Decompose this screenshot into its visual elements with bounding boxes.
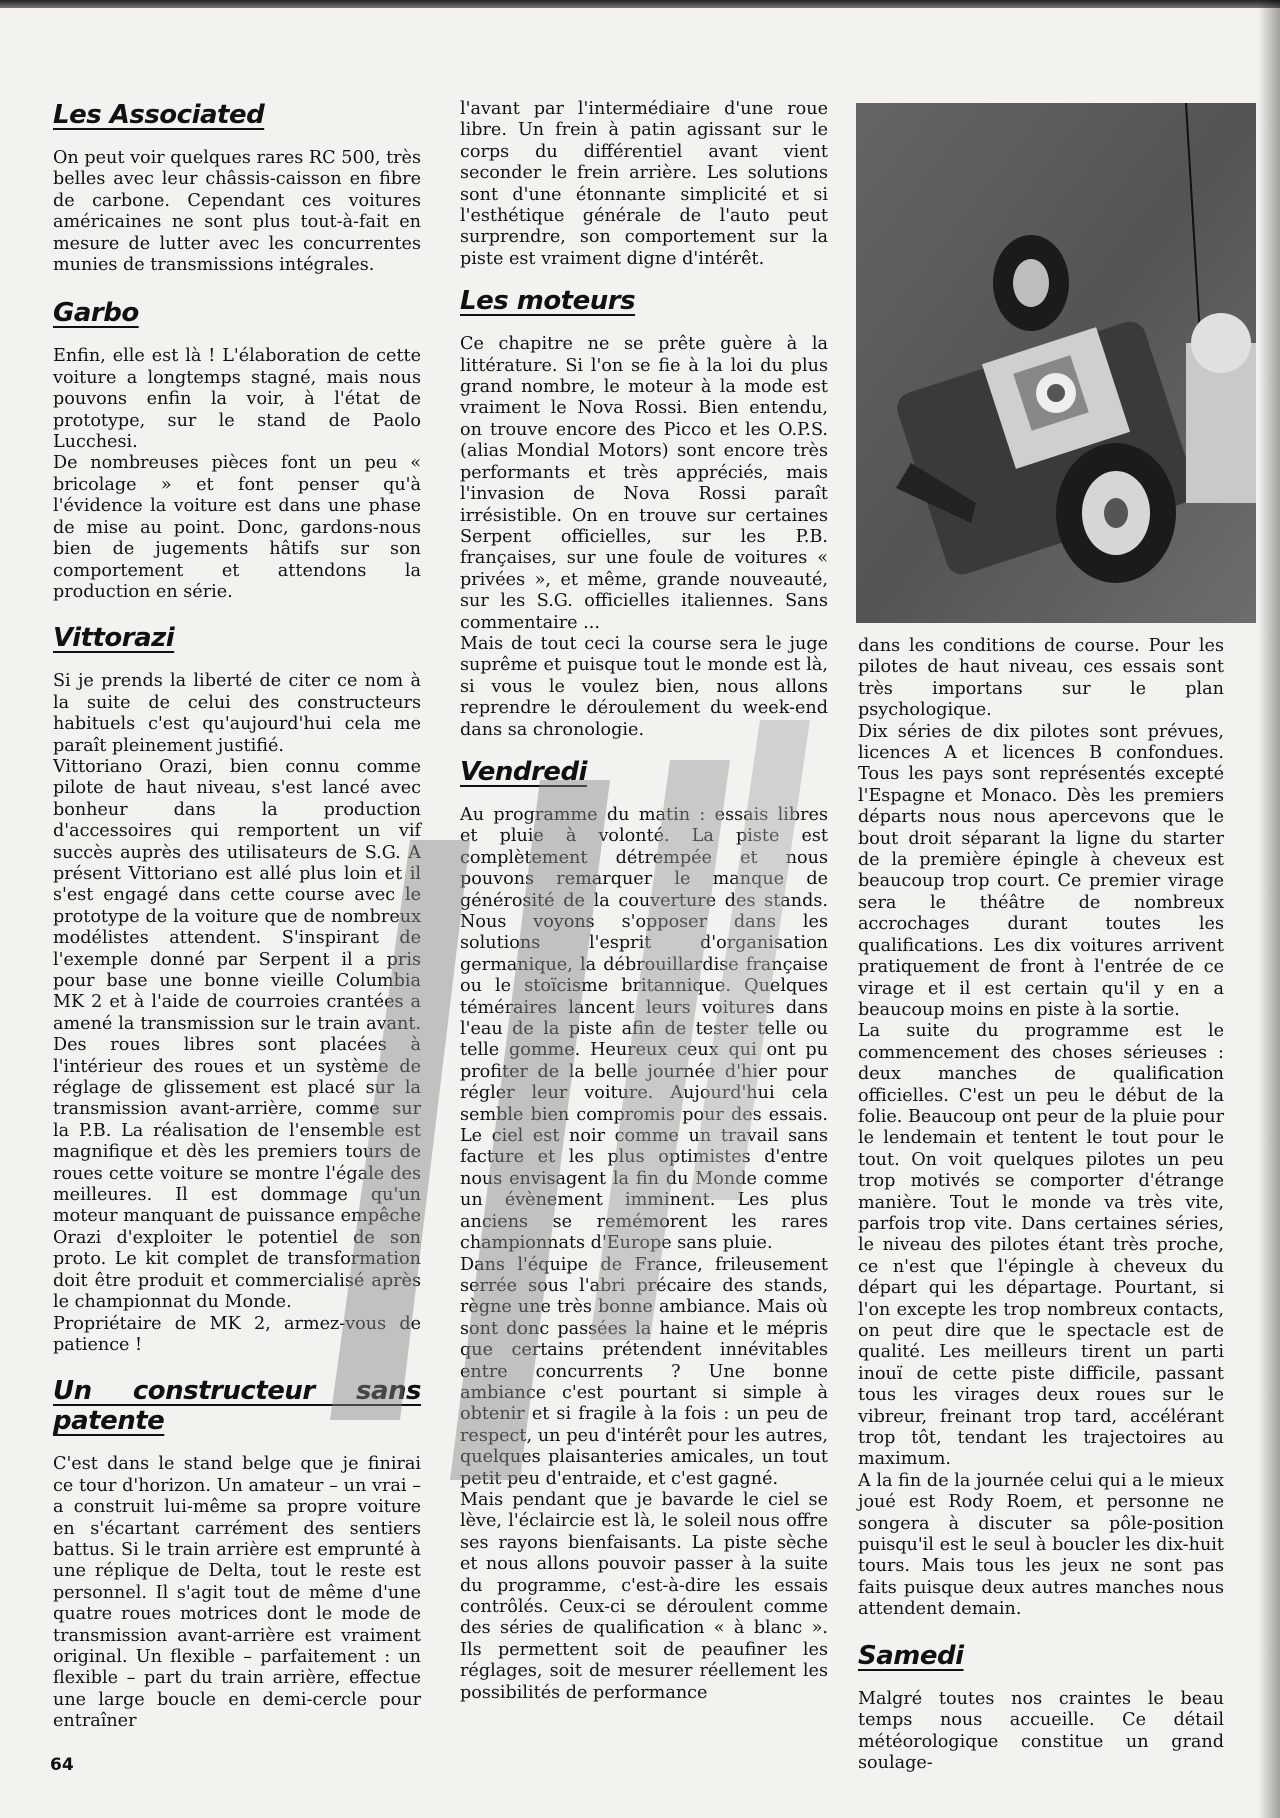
heading-vittorazi: Vittorazi xyxy=(53,623,175,654)
heading-samedi: Samedi xyxy=(858,1640,964,1671)
paragraph: Si je prends la liberté de citer ce nom à la suite de celui des constructeurs habituels c'est qu'aujourd'hui cela me paraît pleinement justifié. xyxy=(53,671,421,756)
page-gutter-shadow xyxy=(1258,0,1280,1818)
paragraph: Mais de tout ceci la course sera le juge suprême et puisque tout le monde est là, si vous le voulez bien, nous allons reprendre le déroulement du week-end dans sa chronologie. xyxy=(460,633,828,740)
paragraph: Dans l'équipe de France, frileusement serrée sous l'abri précaire des stands, règne une très bonne ambiance. Mais où sont donc passées la haine et le mépris que certains prétendent innévitables entre concurrents ? Une bonne ambiance c'est pourtant si simple à obtenir et si fragile à la fois : un peu de respect, un peu d'intérêt pour les autres, quelques plaisanteries amicales, un tout petit peu d'entraide, et c'est gagné. xyxy=(460,1254,828,1489)
paragraph: C'est dans le stand belge que je finirai ce tour d'horizon. Un amateur – un vrai – a construit lui-même sa propre voiture en s'écartant carrément des sentiers battus. Si le train arrière est emprunté à une réplique de Delta, tout le reste est personnel. Il s'agit tout de même d'une quatre roues motrices dont le mode de transmission avant-arrière est vraiment original. Un flexible – parfaitement : un flexible – part du train arrière, effectue une large boucle en demi-cercle pour entraîner xyxy=(53,1454,421,1732)
paragraph: l'avant par l'intermédiaire d'une roue libre. Un frein à patin agissant sur le corps du différentiel avant vient seconder le frein arrière. Les solutions sont d'une étonnante simplicité et si l'esthétique générale de l'auto peut surprendre, son comportement sur la piste est vraiment digne d'intérêt. xyxy=(460,99,828,269)
column-1 xyxy=(53,100,421,1733)
paragraph: Enfin, elle est là ! L'élaboration de cette voiture a longtemps stagné, mais nous pouvons enfin la voir, à l'état de prototype, sur le stand de Paolo Lucchesi. xyxy=(53,346,421,453)
heading-un-constructeur-sans-patente: Un constructeur sans patente xyxy=(53,1376,421,1437)
paragraph: On peut voir quelques rares RC 500, très belles avec leur châssis-caisson en fibre de carbone. Cependant ces voitures américaines ne sont plus tout-à-fait en mesure de lutter avec les concurrentes munies de transmissions intégrales. xyxy=(53,148,421,276)
heading-vendredi: Vendredi xyxy=(460,756,587,787)
paragraph: Mais pendant que je bavarde le ciel se lève, l'éclaircie est là, le soleil nous offre ses rayons bienfaisants. La piste sèche et nous allons pouvoir passer à la suite du programme, c'est-à-dire les essais contrôlés. Ceux-ci se déroulent comme des séries de qualification « à blanc ». Ils permettent soit de peaufiner les réglages, soit de mesurer réellement les possibilités de performance xyxy=(460,1489,828,1703)
page-number: 64 xyxy=(50,1755,74,1775)
column-2 xyxy=(460,99,828,1704)
paragraph: De nombreuses pièces font un peu « bricolage » et font penser qu'à l'évidence la voiture est dans une phase de mise au point. Donc, gardons-nous bien de jugements hâtifs sur son comportement et attendons la production en série. xyxy=(53,453,421,602)
heading-les-moteurs: Les moteurs xyxy=(460,286,636,317)
heading-les-associated: Les Associated xyxy=(53,100,265,130)
paragraph: Malgré toutes nos craintes le beau temps nous accueille. Ce détail météorologique constitue un grand soulage- xyxy=(858,1688,1224,1773)
column-3 xyxy=(858,636,1224,1774)
page-top-edge xyxy=(0,0,1280,8)
paragraph: Vittoriano Orazi, bien connu comme pilote de haut niveau, s'est lancé avec bonheur dans la production d'accessoires qui remportent un vif succès auprès des utilisateurs de S.G. A présent Vittoriano est allé plus loin et il s'est engagé dans cette course avec le prototype de la voiture que de nombreux modélistes attendent. S'inspirant de l'exemple donné par Serpent il a pris pour base une bonne vieille Columbia MK 2 et à l'aide de courroies crantées a amené la transmission sur le train avant. Des roues libres sont placées à l'intérieur des roues et un système de réglage de glissement est placé sur la transmission avant-arrière, comme sur la P.B. La réalisation de l'ensemble est magnifique et dès les premiers tours de roues cette voiture se montre l'égale des meilleures. Il est dommage qu'un moteur manquant de puissance empêche Orazi d'exploiter le potentiel de son proto. Le kit complet de transformation doit être produit et commercialisé après le championnat du Monde. xyxy=(53,756,421,1313)
paragraph: Dix séries de dix pilotes sont prévues, licences A et licences B confondues. Tous les pays sont représentés excepté l'Espagne et Monaco. Dès les premiers départs nous nous apercevons que le bout droit séparant la ligne du starter de la première épingle à cheveux est beaucoup trop court. Ce premier virage sera le théâtre de nombreux accrochages durant toutes les qualifications. Les dix voitures arrivent pratiquement de front à l'entrée de ce virage et il est certain qu'il y en a beaucoup moins en piste à la sortie. xyxy=(858,721,1224,1020)
paragraph: Ce chapitre ne se prête guère à la littérature. Si l'on se fie à la loi du plus grand nombre, le moteur à la mode est vraiment le Nova Rossi. Bien entendu, on trouve encore des Picco et les O.P.S. (alias Mondial Motors) sont encore très performants et très appréciés, mais l'invasion de Nova Rossi paraît irrésistible. On en trouve sur certaines Serpent officielles, sur les P.B. françaises, sur une foule de voitures « privées », et même, grande nouveauté, sur les S.G. officielles italiennes. Sans commentaire ... xyxy=(460,334,828,633)
rc-car-photo-image xyxy=(856,103,1256,623)
paragraph: Au programme du matin : essais libres et pluie à volonté. La piste est complètement détrempée et nous pouvons remarquer le manque de générosité de la couverture des stands. Nous voyons s'opposer dans les solutions l'esprit d'organisation germanique, la débrouillardise française ou le stoïcisme britannique. Quelques téméraires lancent leurs voitures dans l'eau de la piste afin de tester telle ou telle gomme. Heureux ceux qui ont pu profiter de la belle journée d'hier pour régler leur voiture. Aujourd'hui cela semble bien compromis pour des essais. Le ciel est noir comme un travail sans facture et les plus optimistes d'entre nous envisagent la fin du Monde comme un évènement imminent. Les plus anciens se remémorent les rares championnats d'Europe sans pluie. xyxy=(460,804,828,1254)
paragraph: La suite du programme est le commencement des choses sérieuses : deux manches de qualification officielles. C'est un peu le début de la folie. Beaucoup ont peur de la pluie pour le lendemain et tentent le tout pour le tout. On voit quelques pilotes un peu trop motivés se comporter d'étrange manière. Tout le monde va très vite, parfois trop vite. Dans certaines séries, le niveau des pilotes étant très proche, ce n'est que l'épingle à cheveux du départ qui les départage. Pourtant, si l'on excepte les trop nombreux contacts, on peut dire que le spectacle est de qualité. Les meilleurs tirent un parti inouï de cette piste difficile, passant tous les virages deux roues sur le vibreur, freinant trop tard, accélérant trop tôt, tendant les trajectoires au maximum. xyxy=(858,1021,1224,1470)
heading-garbo: Garbo xyxy=(53,298,139,329)
paragraph: Propriétaire de MK 2, armez-vous de patience ! xyxy=(53,1313,421,1355)
rc-car-photo xyxy=(856,103,1256,623)
paragraph: A la fin de la journée celui qui a le mieux joué est Rody Roem, et personne ne songera à discuter sa pôle-position puisqu'il est le seul à boucler les dix-huit tours. Mais tous les jeux ne sont pas faits puisque deux autres manches nous attendent demain. xyxy=(858,1470,1224,1620)
paragraph: dans les conditions de course. Pour les pilotes de haut niveau, ces essais sont très importans sur le plan psychologique. xyxy=(858,636,1224,721)
